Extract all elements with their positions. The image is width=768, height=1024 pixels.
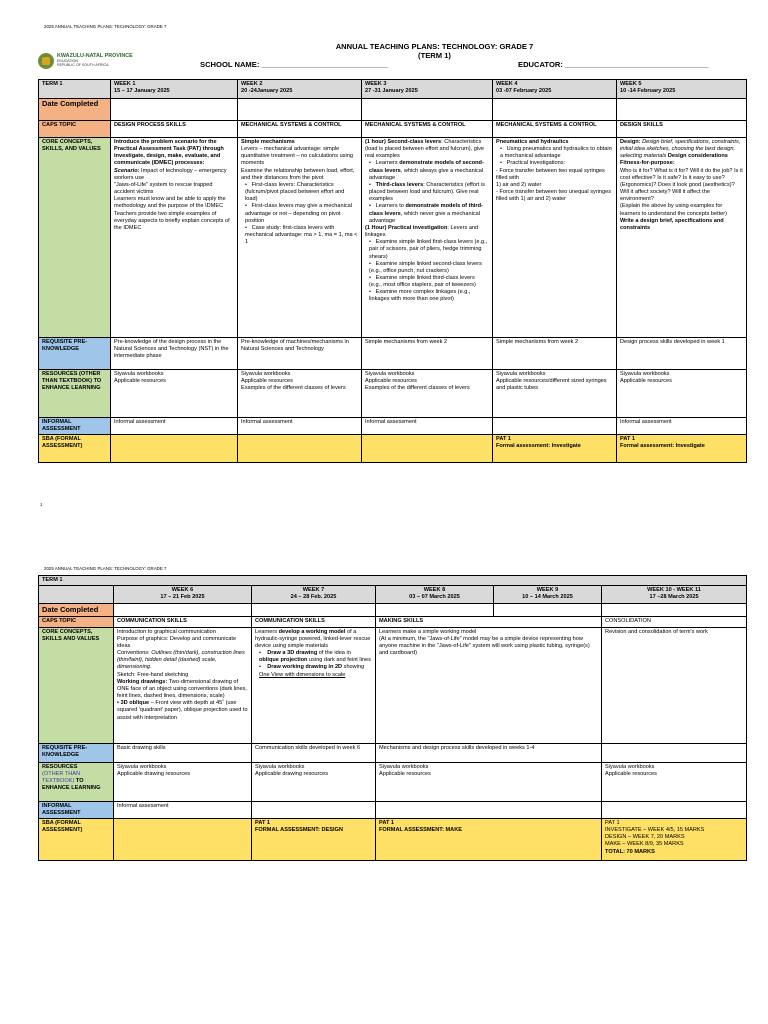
date-cell[interactable] xyxy=(602,604,747,616)
informal-label: INFORMAL ASSESSMENT xyxy=(39,418,111,435)
resources-cell: Siyavula workbooks Applicable resources Examples of the different classes of levers xyxy=(238,370,362,418)
core-concepts-label: CORE CONCEPTS, SKILLS AND VALUES xyxy=(39,627,114,743)
core-cell-week3: (1 hour) Second-class levers: Characteristics (load is placed between effort and fulcrum), give real examples • Learners demonstrate models of second-class levers, which always give a mechanical advantage • Third-class levers: Characteristics (effort is placed between load and fulcrum). Give real examples • Learners to demonstrate models of third-class levers, which never give a mechanical advantage (1 Hour) Practical investigation: Levers and linkages • Examine simple linked first-class levers (e.g., pair of scissors, pair of pliers, hedge trimming shears) • Examine simple linked second-class levers (e.g., office punch, nut crackers) • Examine simple linked third-class levers (e.g., most office staplers, pair of tweezers) • Examine more complex linkages (e.g., linkages with more than one pivot) xyxy=(362,138,493,338)
page-number: 1 xyxy=(40,502,43,507)
week-header: WEEK 6 17 – 21 Feb 2025 xyxy=(114,586,252,604)
term1-plan-table-page2 xyxy=(38,575,747,861)
caps-topic: CONSOLIDATION xyxy=(602,616,747,627)
resources-cell: Siyavula workbooks Applicable resources/different sized syringes and plastic tubes xyxy=(493,370,617,418)
caps-topic: MECHANICAL SYSTEMS & CONTROL xyxy=(238,121,362,138)
caps-topic: DESIGN PROCESS SKILLS xyxy=(111,121,238,138)
week-header: WEEK 5 10 -14 February 2025 xyxy=(617,80,747,99)
requisite-label: REQUISITE PRE-KNOWLEDGE xyxy=(39,743,114,762)
informal-cell xyxy=(252,801,376,818)
core-cell-week1: Introduce the problem scenario for the Practical Assessment Task (PAT) through investigate, design, make, evaluate, and communicate (IDMEC) processes: Scenario: Impact of technology – emergency workers use "Jaws-of-Life" system to rescue trapped accident victims Learners must know and be able to apply the methodology and the purpose of the IDMEC Teachers provide two simple examples of everyday aspects to briefly explain concepts of the IDMEC xyxy=(111,138,238,338)
page2-running-header: 2025 ANNUAL TEACHING PLANS: TECHNOLOGY: GRADE 7 xyxy=(44,566,167,571)
requisite-cell: Pre-knowledge of machines/mechanisms in Natural Sciences and Technology xyxy=(238,338,362,370)
resources-row xyxy=(39,370,747,418)
logo-dept: EDUCATION xyxy=(57,59,78,64)
requisite-cell xyxy=(602,743,747,762)
resources-row xyxy=(39,762,747,801)
caps-topic: COMMUNICATION SKILLS xyxy=(114,616,252,627)
resources-cell: Siyavula workbooks Applicable resources xyxy=(617,370,747,418)
requisite-cell: Simple mechanisms from week 2 xyxy=(362,338,493,370)
informal-row xyxy=(39,418,747,435)
requisite-cell: Communication skills developed in week 6 xyxy=(252,743,376,762)
sba-cell xyxy=(362,435,493,463)
date-cell[interactable] xyxy=(617,99,747,121)
core-cell-week6: Introduction to graphical communication Purpose of graphics: Develop and communicate ideas Conventions: Outlines (thin/dark), construction lines (thin/faint), hidden detail (dashed) scale, dimensioning. Sketch: Free-hand sketching Working drawings: Two-dimensional drawing of ONE face of an object using conventions (dark lines, feint lines, dashed lines, dimensions, scale) • 3D oblique – Front view with depth at 45˚ (use squared 'quadrant' paper), oblique projection used to assist with interpretation xyxy=(114,627,252,743)
core-cell-week10-11: Revision and consolidation of term's work xyxy=(602,627,747,743)
date-completed-row xyxy=(39,604,747,616)
requisite-cell: Design process skills developed in week 1 xyxy=(617,338,747,370)
sba-row xyxy=(39,818,747,860)
core-cell-week7: Learners develop a working model of a hydraulic-syringe powered, linked-lever rescue device using simple materials • Draw a 3D drawing of the idea in oblique projection using dark and feint lines • Draw working drawing in 2D showing One View with dimensions to scale xyxy=(252,627,376,743)
requisite-cell: Simple mechanisms from week 2 xyxy=(493,338,617,370)
resources-cell: Siyavula workbooks Applicable resources Examples of the different classes of levers xyxy=(362,370,493,418)
date-cell[interactable] xyxy=(238,99,362,121)
informal-cell: Informal assessment xyxy=(238,418,362,435)
date-cell[interactable] xyxy=(111,99,238,121)
core-cell-week2: Simple mechanisms Levers – mechanical advantage: simple quantitative treatment – no calculations using moments Examine the relationship between load, effort, and their distances from the pivot • First-class levers: Characteristics (fulcrum/pivot placed between effort and load) • First-class levers may give a mechanical advantage or not – depending on pivot position • Case study: first-class levers with mechanical advantage: ma > 1, ma = 1, ma < 1 xyxy=(238,138,362,338)
caps-topic-row xyxy=(39,121,747,138)
date-cell[interactable] xyxy=(494,604,602,616)
sba-cell xyxy=(111,435,238,463)
sba-cell: PAT 1 FORMAL ASSESSMENT: DESIGN xyxy=(252,818,376,860)
resources-cell: Siyavula workbooks Applicable resources xyxy=(111,370,238,418)
week-header: WEEK 8 03 – 07 March 2025 xyxy=(376,586,494,604)
educator-field: EDUCATOR: __________________________________ xyxy=(518,60,709,69)
week-header: WEEK 3 27 -31 January 2025 xyxy=(362,80,493,99)
term-row xyxy=(39,576,747,586)
requisite-cell: Basic drawing skills xyxy=(114,743,252,762)
core-concepts-label: CORE CONCEPTS, SKILLS, AND VALUES xyxy=(39,138,111,338)
week-header: WEEK 9 10 – 14 March 2025 xyxy=(494,586,602,604)
week-header: WEEK 4 03 -07 February 2025 xyxy=(493,80,617,99)
term-label: TERM 1 xyxy=(39,80,111,99)
logo-country: REPUBLIC OF SOUTH AFRICA xyxy=(57,62,109,67)
week-header: WEEK 10 - WEEK 11 17 –28 March 2025 xyxy=(602,586,747,604)
sba-cell: PAT 1 Formal assessment: Investigate xyxy=(617,435,747,463)
requisite-label: REQUISITE PRE-KNOWLEDGE xyxy=(39,338,111,370)
week-header: WEEK 2 20 -24January 2025 xyxy=(238,80,362,99)
term-label: TERM 1 xyxy=(39,576,747,586)
resources-cell: Siyavula workbooks Applicable resources xyxy=(602,762,747,801)
requisite-row xyxy=(39,743,747,762)
week-header-row xyxy=(39,80,747,99)
core-cell-week4: Pneumatics and hydraulics • Using pneumatics and hydraulics to obtain a mechanical advantage • Practical investigations: - Force transfer between two equal syringes filled with 1) air and 2) water - Force transfer between two unequal syringes filled with 1) air and 2) water xyxy=(493,138,617,338)
caps-topic-label: CAPS TOPIC xyxy=(39,121,111,138)
page-title: ANNUAL TEACHING PLANS: TECHNOLOGY: GRADE 7 (TERM 1) xyxy=(335,42,534,61)
date-cell[interactable] xyxy=(376,604,494,616)
sba-label: SBA (FORMAL ASSESSMENT) xyxy=(39,435,111,463)
requisite-cell: Pre-knowledge of the design process in the Natural Sciences and Technology (NST) in the intermediate phase xyxy=(111,338,238,370)
caps-topic: MAKING SKILLS xyxy=(376,616,602,627)
date-completed-label: Date Completed xyxy=(39,99,111,121)
date-completed-label: Date Completed xyxy=(39,604,114,616)
informal-cell xyxy=(376,801,602,818)
resources-cell: Siyavula workbooks Applicable resources xyxy=(376,762,602,801)
caps-topic: MECHANICAL SYSTEMS & CONTROL xyxy=(493,121,617,138)
sba-label: SBA (FORMAL ASSESSMENT) xyxy=(39,818,114,860)
week-header: WEEK 7 24 – 28 Feb. 2025 xyxy=(252,586,376,604)
core-cell-week8-9: Learners make a simple working model (At a minimum, the "Jaws-of-Life" model may be a simple device representing how anyone machine in the "Jaws-of-Life" system will work using plastic tubing, syringe(s) and cardboard) xyxy=(376,627,602,743)
date-cell[interactable] xyxy=(252,604,376,616)
date-completed-row xyxy=(39,99,747,121)
core-concepts-row xyxy=(39,138,747,338)
caps-topic: DESIGN SKILLS xyxy=(617,121,747,138)
informal-cell: Informal assessment xyxy=(617,418,747,435)
date-cell[interactable] xyxy=(114,604,252,616)
caps-topic: MECHANICAL SYSTEMS & CONTROL xyxy=(362,121,493,138)
resources-cell: Siyavula workbooks Applicable drawing resources xyxy=(252,762,376,801)
resources-cell: Siyavula workbooks Applicable drawing resources xyxy=(114,762,252,801)
resources-label: RESOURCES (OTHER THAN TEXTBOOK) TO ENHANCE LEARNING xyxy=(39,370,111,418)
date-cell[interactable] xyxy=(493,99,617,121)
informal-cell xyxy=(493,418,617,435)
resources-label: RESOURCES (OTHER THAN TEXTBOOK) TO ENHANCE LEARNING xyxy=(39,762,114,801)
school-name-field: SCHOOL NAME: ______________________________ xyxy=(200,60,389,69)
core-cell-week5: Design: Design brief, specifications, constraints, initial idea sketches, choosing the best design, selecting materials Design considerations Fitness-for-purpose: Who is it for? What is it for? Will it do the job? Is it cost effective? Is it safe? Is it easy to use? (Ergonomics)? Does it look good (aesthetics)? Will it affect society? Will it affect the environment? (Explain the above by using examples for learners to understand the concepts better) Write a design brief, specifications and constraints xyxy=(617,138,747,338)
informal-label: INFORMAL ASSESSMENT xyxy=(39,801,114,818)
core-concepts-row xyxy=(39,627,747,743)
sba-cell-summary: PAT 1 INVESTIGATE – WEEK 4/5, 15 MARKS DESIGN – WEEK 7, 20 MARKS MAKE – WEEK 8/9, 35 MARKS TOTAL: 70 MARKS xyxy=(602,818,747,860)
informal-cell: Informal assessment xyxy=(362,418,493,435)
sba-cell xyxy=(238,435,362,463)
informal-cell xyxy=(602,801,747,818)
caps-topic: COMMUNICATION SKILLS xyxy=(252,616,376,627)
week-header-row xyxy=(39,586,747,604)
sba-cell: PAT 1 FORMAL ASSESSMENT: MAKE xyxy=(376,818,602,860)
sba-cell xyxy=(114,818,252,860)
logo-province: KWAZULU-NATAL PROVINCE xyxy=(57,53,133,60)
date-cell[interactable] xyxy=(362,99,493,121)
sba-cell: PAT 1 Formal assessment: Investigate xyxy=(493,435,617,463)
caps-topic-row xyxy=(39,616,747,627)
page1-running-header: 2025 ANNUAL TEACHING PLANS: TECHNOLOGY: GRADE 7 xyxy=(44,24,167,29)
caps-topic-label: CAPS TOPIC xyxy=(39,616,114,627)
requisite-cell: Mechanisms and design process skills developed in weeks 1-4 xyxy=(376,743,602,762)
informal-cell: Informal assessment xyxy=(111,418,238,435)
term1-plan-table-page1 xyxy=(38,79,747,463)
week-header: WEEK 1 15 – 17 January 2025 xyxy=(111,80,238,99)
requisite-row xyxy=(39,338,747,370)
sba-row xyxy=(39,435,747,463)
informal-cell: Informal assessment xyxy=(114,801,252,818)
informal-row xyxy=(39,801,747,818)
